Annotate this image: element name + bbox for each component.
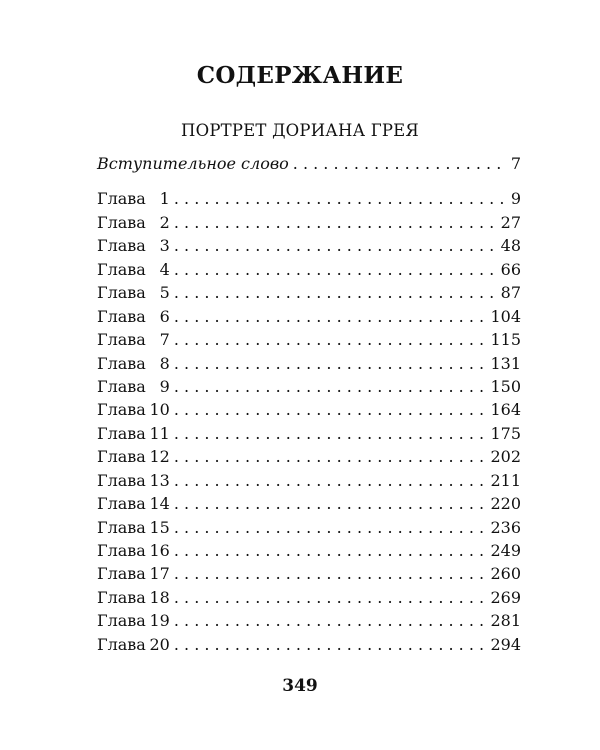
toc-entry-page: 7 [510,154,521,173]
toc-entry-chapter-18[interactable] [97,586,521,609]
toc-entry-page: 236 [490,517,521,537]
toc-entry-label: Глава [97,541,146,560]
toc-entry-chapter-10[interactable] [97,398,521,421]
toc-entry-chapter-11[interactable] [97,422,521,445]
toc-entry-page: 9 [510,189,521,209]
toc-entry-chapter-12[interactable] [97,445,521,468]
toc-entry-chapter-number: 8 [159,353,170,373]
toc-entry-chapter-9[interactable] [97,375,521,398]
toc-entry-chapter-number: 11 [149,423,170,443]
toc-entry-chapter-5[interactable] [97,281,521,304]
toc-entry-label: Глава [97,189,146,209]
toc-entry-chapter-20[interactable] [97,633,521,656]
toc-entry-label: Глава [97,517,146,537]
dot-leader [174,633,485,656]
toc-entry-label: Вступительное слово [97,154,289,173]
toc-entry-chapter-number: 4 [159,259,170,279]
dot-leader [174,305,485,328]
toc-entry-chapter-number: 7 [159,330,170,350]
toc-entry-label: Глава [97,212,146,232]
dot-leader [174,445,485,468]
dot-leader [174,609,485,632]
toc-entry-chapter-4[interactable] [97,258,521,281]
dot-leader [174,516,485,539]
toc-entry-chapter-number: 12 [149,447,170,467]
toc-entry-chapter-14[interactable] [97,492,521,515]
toc-entry-page: 260 [490,564,521,584]
toc-entry-chapter-2[interactable] [97,211,521,234]
toc-entry-label: Глава [97,447,146,467]
toc-entry-chapter-number: 16 [149,541,170,560]
toc-entry-chapter-number: 6 [159,306,170,326]
dot-leader [174,586,485,609]
dot-leader [174,211,495,234]
toc-entry-chapter-number: 10 [149,400,170,420]
table-of-contents [97,152,521,656]
toc-entry-label: Глава [97,259,146,279]
toc-entry-page: 281 [490,611,521,631]
toc-entry-page: 87 [500,283,521,303]
toc-entry-chapter-number: 14 [149,494,170,514]
toc-entry-label: Глава [97,470,146,490]
dot-leader [174,258,495,281]
toc-entry-label: Глава [97,587,146,607]
toc-entry-page: 150 [490,376,521,396]
toc-entry-chapter-number: 9 [159,376,170,396]
dot-leader [174,398,485,421]
toc-entry-page: 164 [490,400,521,420]
toc-entry-page: 294 [490,634,521,654]
toc-entry-label: Глава [97,611,146,631]
toc-entry-chapter-number: 13 [149,470,170,490]
toc-entry-page: 175 [490,423,521,443]
dot-leader [174,539,485,562]
toc-entry-chapter-16[interactable] [97,539,521,562]
toc-entry-label: Глава [97,634,146,654]
chapter-list [97,187,521,656]
toc-entry-chapter-1[interactable] [97,187,521,210]
book-title: ПОРТРЕТ ДОРИАНА ГРЕЯ [181,121,419,140]
toc-entry-label: Глава [97,423,146,443]
toc-entry-chapter-19[interactable] [97,609,521,632]
toc-entry-page: 249 [490,541,521,560]
toc-entry-page: 131 [490,353,521,373]
toc-entry-page: 202 [490,447,521,467]
dot-leader [174,281,495,304]
toc-entry-label: Глава [97,306,146,326]
toc-entry-chapter-6[interactable] [97,305,521,328]
toc-entry-chapter-number: 17 [149,564,170,584]
toc-entry-label: Глава [97,236,146,256]
toc-entry-chapter-3[interactable] [97,234,521,257]
toc-entry-page: 211 [490,470,521,490]
toc-entry-label: Глава [97,564,146,584]
toc-entry-chapter-number: 15 [149,517,170,537]
toc-entry-label: Глава [97,330,146,350]
dot-leader [174,375,485,398]
dot-leader [174,422,485,445]
toc-entry-label: Глава [97,400,146,420]
dot-leader [174,352,485,375]
toc-entry-label: Глава [97,494,146,514]
dot-leader [174,492,485,515]
toc-entry-chapter-number: 18 [149,587,170,607]
dot-leader [174,562,485,585]
toc-entry-page: 66 [500,259,521,279]
toc-entry-page: 269 [490,587,521,607]
dot-leader [174,328,485,351]
toc-entry-chapter-number: 2 [159,212,170,232]
page-number: 349 [282,676,318,696]
dot-leader [293,152,505,175]
toc-entry-label: Глава [97,353,146,373]
toc-entry-chapter-7[interactable] [97,328,521,351]
toc-entry-chapter-number: 19 [149,611,170,631]
toc-entry-chapter-number: 3 [159,236,170,256]
toc-entry-chapter-13[interactable] [97,469,521,492]
toc-entry-chapter-15[interactable] [97,516,521,539]
toc-entry-page: 115 [490,330,521,350]
dot-leader [174,234,495,257]
dot-leader [174,187,505,210]
toc-entry-chapter-number: 1 [159,189,170,209]
toc-entry-page: 104 [490,306,521,326]
toc-entry-chapter-number: 5 [159,283,170,303]
dot-leader [174,469,485,492]
toc-entry-intro[interactable] [97,152,521,175]
toc-entry-page: 27 [500,212,521,232]
toc-entry-chapter-8[interactable] [97,352,521,375]
toc-entry-page: 48 [500,236,521,256]
toc-entry-label: Глава [97,283,146,303]
toc-entry-chapter-17[interactable] [97,562,521,585]
toc-entry-chapter-number: 20 [149,634,170,654]
toc-entry-label: Глава [97,376,146,396]
page-title: СОДЕРЖАНИЕ [196,62,404,89]
toc-entry-page: 220 [490,494,521,514]
